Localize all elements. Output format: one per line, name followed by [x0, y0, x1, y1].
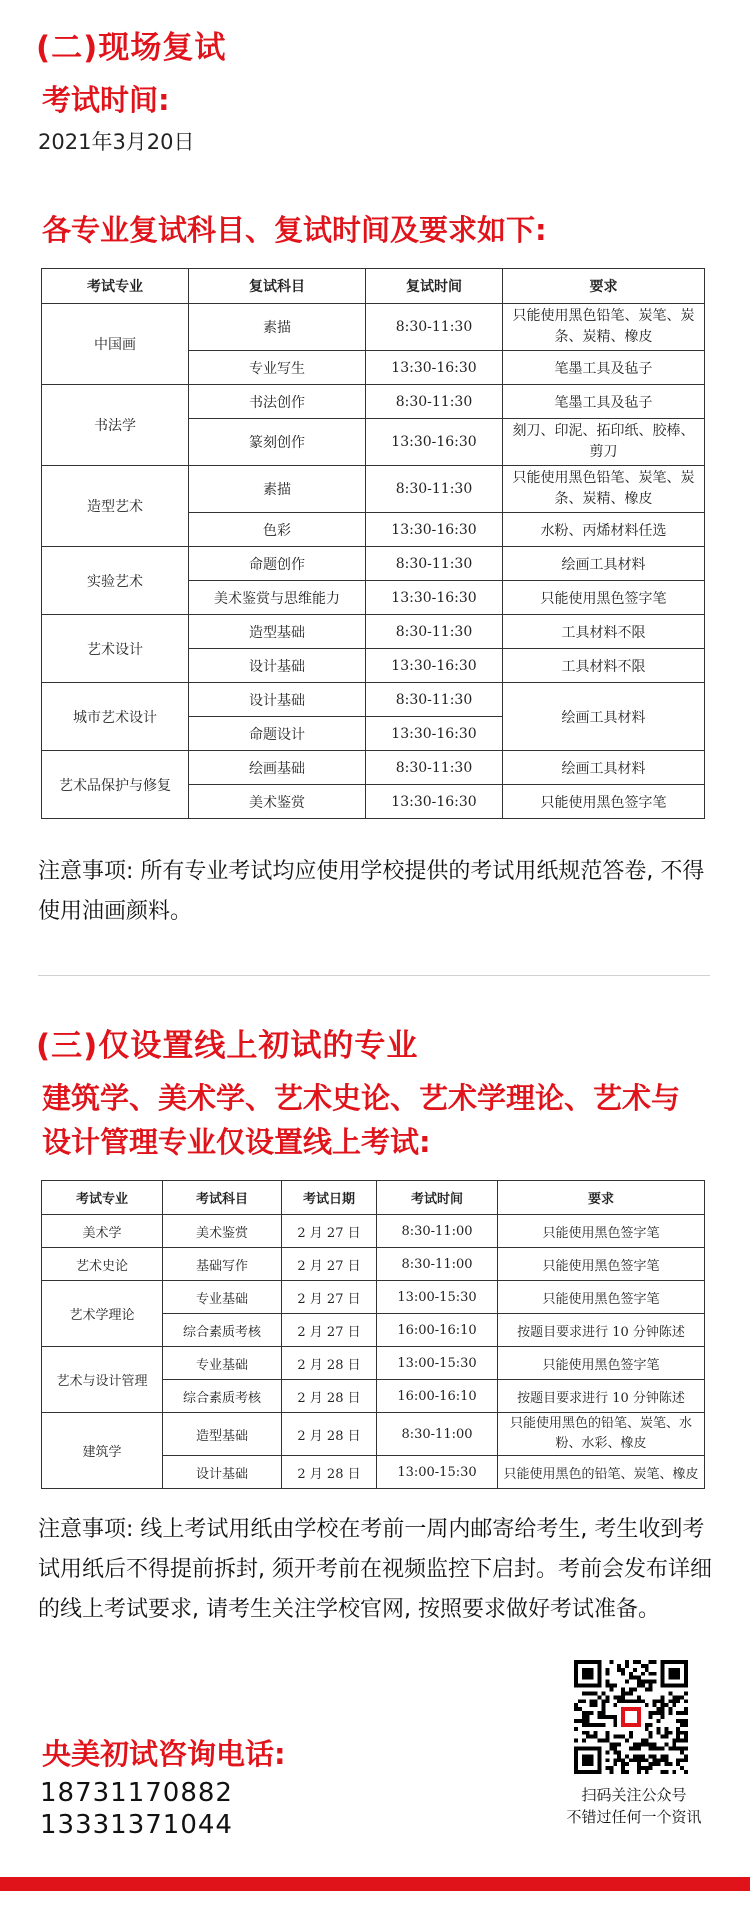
subject-cell: 美术鉴赏与思维能力 — [189, 581, 366, 615]
req-cell: 绘画工具材料 — [503, 547, 705, 581]
req-cell: 只能使用黑色签字笔 — [503, 581, 705, 615]
req-cell: 只能使用黑色签字笔 — [503, 785, 705, 819]
req-cell: 只能使用黑色签字笔 — [498, 1248, 705, 1281]
time-cell: 13:30-16:30 — [366, 785, 503, 819]
req-cell: 只能使用黑色签字笔 — [498, 1347, 705, 1380]
table-row — [42, 1215, 705, 1248]
time-cell: 8:30-11:30 — [366, 385, 503, 419]
table-row — [42, 683, 705, 717]
major-cell: 建筑学 — [42, 1413, 163, 1489]
date-cell: 2 月 27 日 — [282, 1281, 377, 1314]
time-cell: 13:30-16:30 — [366, 419, 503, 466]
table-row — [42, 466, 705, 513]
time-cell: 13:30-16:30 — [366, 649, 503, 683]
time-cell: 13:00-15:30 — [377, 1281, 498, 1314]
time-cell: 13:30-16:30 — [366, 581, 503, 615]
major-cell: 造型艺术 — [42, 466, 189, 547]
table-row — [42, 547, 705, 581]
time-cell: 8:30-11:00 — [377, 1413, 498, 1456]
section3-note: 注意事项: 线上考试用纸由学校在考前一周内邮寄给考生, 考生收到考试用纸后不得提前拆封, 须开考前在视频监控下启封。考前会发布详细的线上考试要求, 请考生关注学校官网, 按照要求做好考试准备。 — [38, 1517, 712, 1622]
subject-cell: 造型基础 — [189, 615, 366, 649]
subject-cell: 设计基础 — [189, 649, 366, 683]
col-header: 复试时间 — [366, 269, 503, 304]
section3-heading-line1: 建筑学、美术学、艺术史论、艺术学理论、艺术与 — [42, 1081, 681, 1115]
table-header-row — [42, 269, 705, 304]
col-header: 考试时间 — [377, 1181, 498, 1215]
time-cell: 8:30-11:30 — [366, 547, 503, 581]
time-cell: 13:00-15:30 — [377, 1456, 498, 1489]
major-cell: 美术学 — [42, 1215, 163, 1248]
major-cell: 艺术与设计管理 — [42, 1347, 163, 1413]
major-cell: 艺术学理论 — [42, 1281, 163, 1347]
major-cell: 中国画 — [42, 304, 189, 385]
req-cell: 笔墨工具及毡子 — [503, 385, 705, 419]
subject-cell: 综合素质考核 — [163, 1314, 282, 1347]
table-row — [42, 304, 705, 351]
exam-time-label: 考试时间: — [42, 83, 170, 117]
req-cell: 笔墨工具及毡子 — [503, 351, 705, 385]
section-divider — [38, 975, 710, 976]
time-cell: 8:30-11:00 — [377, 1215, 498, 1248]
col-header: 考试日期 — [282, 1181, 377, 1215]
col-header: 要求 — [498, 1181, 705, 1215]
req-cell: 工具材料不限 — [503, 615, 705, 649]
date-cell: 2 月 27 日 — [282, 1215, 377, 1248]
req-cell: 工具材料不限 — [503, 649, 705, 683]
major-cell: 书法学 — [42, 385, 189, 466]
phone-number-2[interactable]: 13331371044 — [40, 1810, 233, 1840]
subject-cell: 综合素质考核 — [163, 1380, 282, 1413]
time-cell: 13:30-16:30 — [366, 717, 503, 751]
req-cell: 只能使用黑色签字笔 — [498, 1215, 705, 1248]
time-cell: 8:30-11:30 — [366, 751, 503, 785]
req-cell: 按题目要求进行 10 分钟陈述 — [498, 1314, 705, 1347]
subject-cell: 设计基础 — [189, 683, 366, 717]
subject-cell: 素描 — [189, 466, 366, 513]
time-cell: 8:30-11:30 — [366, 304, 503, 351]
section2-note: 注意事项: 所有专业考试均应使用学校提供的考试用纸规范答卷, 不得使用油画颜料。 — [38, 859, 705, 924]
col-header: 要求 — [503, 269, 705, 304]
req-cell: 刻刀、印泥、拓印纸、胶棒、剪刀 — [503, 419, 705, 466]
subjects-heading: 各专业复试科目、复试时间及要求如下: — [42, 213, 547, 247]
subject-cell: 色彩 — [189, 513, 366, 547]
table-row — [42, 1281, 705, 1314]
contact-heading: 央美初试咨询电话: — [42, 1737, 286, 1771]
subject-cell: 专业基础 — [163, 1281, 282, 1314]
col-header: 考试专业 — [42, 269, 189, 304]
req-cell: 按题目要求进行 10 分钟陈述 — [498, 1380, 705, 1413]
section3-heading-line2: 设计管理专业仅设置线上考试: — [42, 1125, 431, 1159]
req-cell: 只能使用黑色签字笔 — [498, 1281, 705, 1314]
table-row — [42, 1413, 705, 1456]
exam-date: 2021年3月20日 — [38, 130, 195, 154]
qr-caption-line2: 不错过任何一个资讯 — [566, 1808, 702, 1826]
subject-cell: 美术鉴赏 — [163, 1215, 282, 1248]
subject-cell: 设计基础 — [163, 1456, 282, 1489]
subject-cell: 素描 — [189, 304, 366, 351]
time-cell: 8:30-11:30 — [366, 615, 503, 649]
major-cell: 城市艺术设计 — [42, 683, 189, 751]
table-header-row — [42, 1181, 705, 1215]
date-cell: 2 月 28 日 — [282, 1413, 377, 1456]
retest-table — [41, 268, 705, 819]
subject-cell: 命题设计 — [189, 717, 366, 751]
req-cell: 只能使用黑色铅笔、炭笔、炭条、炭精、橡皮 — [503, 304, 705, 351]
subject-cell: 基础写作 — [163, 1248, 282, 1281]
time-cell: 8:30-11:00 — [377, 1248, 498, 1281]
qr-caption-line1: 扫码关注公众号 — [581, 1786, 687, 1804]
subject-cell: 绘画基础 — [189, 751, 366, 785]
table-row — [42, 751, 705, 785]
date-cell: 2 月 28 日 — [282, 1380, 377, 1413]
major-cell: 艺术史论 — [42, 1248, 163, 1281]
time-cell: 13:30-16:30 — [366, 351, 503, 385]
col-header: 考试科目 — [163, 1181, 282, 1215]
time-cell: 13:30-16:30 — [366, 513, 503, 547]
date-cell: 2 月 28 日 — [282, 1347, 377, 1380]
subject-cell: 造型基础 — [163, 1413, 282, 1456]
time-cell: 16:00-16:10 — [377, 1380, 498, 1413]
col-header: 考试专业 — [42, 1181, 163, 1215]
req-cell: 水粉、丙烯材料任选 — [503, 513, 705, 547]
req-cell: 绘画工具材料 — [503, 683, 705, 751]
subject-cell: 专业写生 — [189, 351, 366, 385]
subject-cell: 美术鉴赏 — [189, 785, 366, 819]
subject-cell: 专业基础 — [163, 1347, 282, 1380]
subject-cell: 命题创作 — [189, 547, 366, 581]
time-cell: 16:00-16:10 — [377, 1314, 498, 1347]
date-cell: 2 月 28 日 — [282, 1456, 377, 1489]
col-header: 复试科目 — [189, 269, 366, 304]
req-cell: 只能使用黑色的铅笔、炭笔、水粉、水彩、橡皮 — [498, 1413, 705, 1456]
req-cell: 绘画工具材料 — [503, 751, 705, 785]
section3-title: (三)仅设置线上初试的专业 — [36, 1028, 419, 1064]
bottom-accent-bar — [0, 1877, 750, 1891]
time-cell: 13:00-15:30 — [377, 1347, 498, 1380]
time-cell: 8:30-11:30 — [366, 466, 503, 513]
req-cell: 只能使用黑色铅笔、炭笔、炭条、炭精、橡皮 — [503, 466, 705, 513]
major-cell: 实验艺术 — [42, 547, 189, 615]
online-exam-table — [41, 1180, 705, 1489]
subject-cell: 书法创作 — [189, 385, 366, 419]
major-cell: 艺术设计 — [42, 615, 189, 683]
req-cell: 只能使用黑色的铅笔、炭笔、橡皮 — [498, 1456, 705, 1489]
qr-code-icon[interactable] — [574, 1660, 688, 1774]
time-cell: 8:30-11:30 — [366, 683, 503, 717]
table-row — [42, 1248, 705, 1281]
date-cell: 2 月 27 日 — [282, 1314, 377, 1347]
table-row — [42, 385, 705, 419]
table-row — [42, 1347, 705, 1380]
table-row — [42, 615, 705, 649]
phone-number-1[interactable]: 18731170882 — [40, 1778, 233, 1808]
major-cell: 艺术品保护与修复 — [42, 751, 189, 819]
subject-cell: 篆刻创作 — [189, 419, 366, 466]
section2-title: (二)现场复试 — [36, 30, 227, 66]
date-cell: 2 月 27 日 — [282, 1248, 377, 1281]
